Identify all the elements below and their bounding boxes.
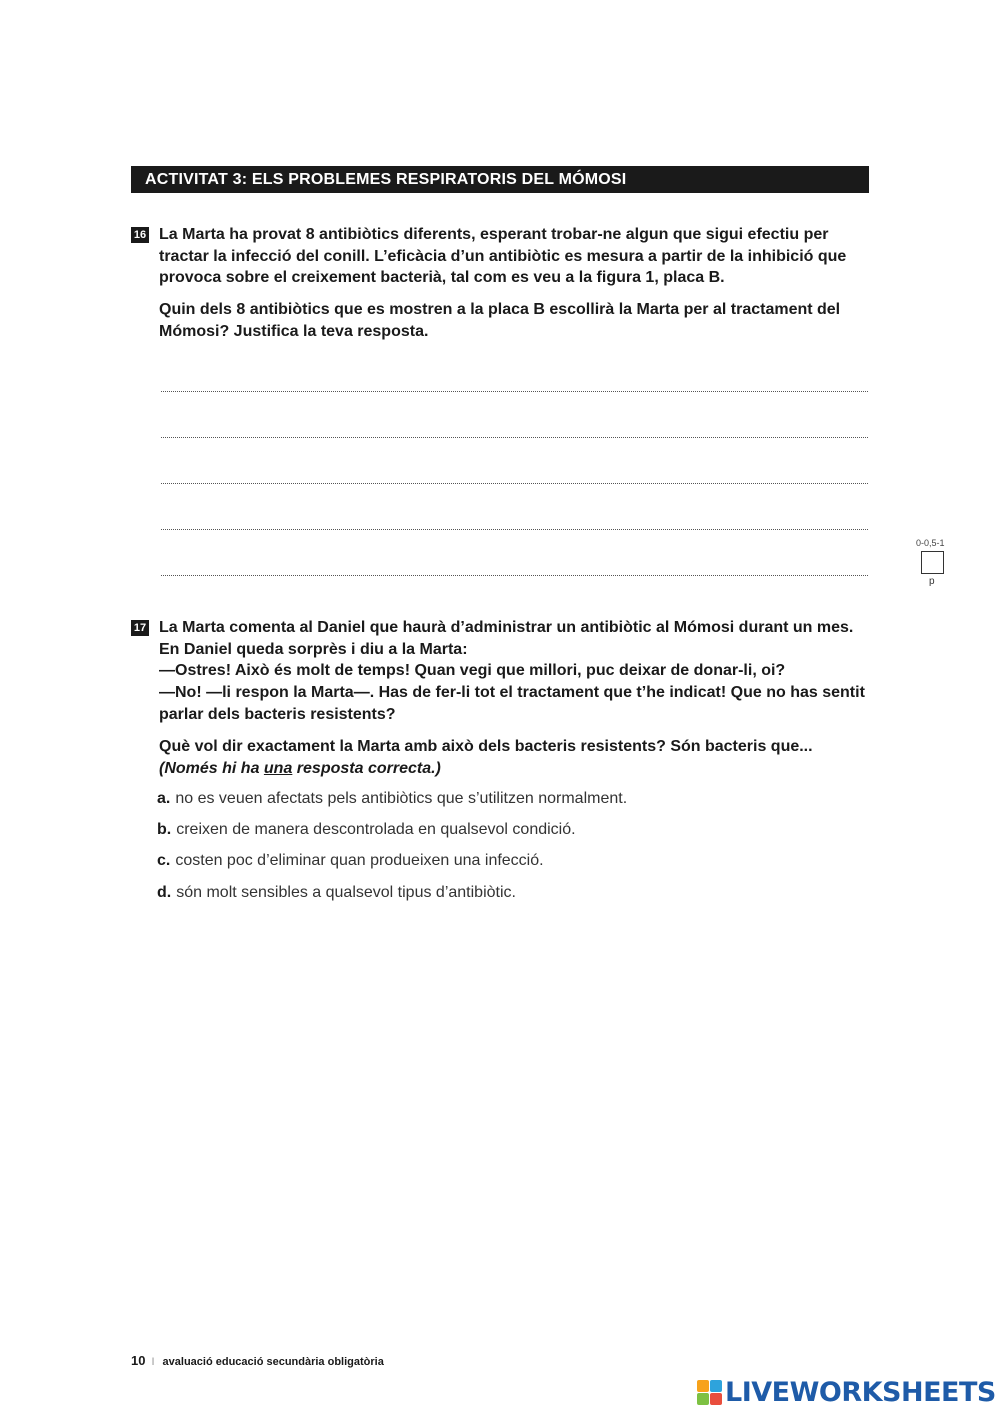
- logo-square-4: [710, 1393, 722, 1405]
- option-letter: b.: [157, 821, 172, 838]
- question-17-note: [159, 758, 871, 780]
- logo-square-2: [710, 1380, 722, 1392]
- logo-square-3: [697, 1393, 709, 1405]
- footer-separator: I: [151, 1356, 155, 1368]
- option-a[interactable]: [157, 790, 627, 808]
- option-letter: d.: [157, 884, 172, 901]
- question-16-number: 16: [131, 227, 149, 243]
- score-range: 0-0,5-1: [916, 538, 945, 548]
- question-17-dialogue-2: —No! —li respon la Marta—. Has de fer-li tot el tractament que t’he indicat! Que no has sentit parlar dels bacteris resistents?: [159, 684, 865, 723]
- option-d[interactable]: [157, 884, 516, 902]
- answer-line-5[interactable]: [161, 575, 868, 576]
- option-c[interactable]: [157, 852, 544, 870]
- option-text: costen poc d’eliminar quan produeixen una infecció.: [175, 852, 544, 869]
- page-number: 10: [131, 1353, 146, 1368]
- option-letter: c.: [157, 852, 171, 869]
- footer-title: avaluació educació secundària obligatòria: [162, 1356, 384, 1368]
- question-17-prompt: Què vol dir exactament la Marta amb això dels bacteris resistents? Són bacteris que...: [159, 738, 813, 755]
- liveworksheets-text: LIVEWORKSHEETS: [725, 1377, 996, 1408]
- option-text: són molt sensibles a qualsevol tipus d’antibiòtic.: [176, 884, 516, 901]
- note-pre: (Només hi ha: [159, 760, 264, 777]
- note-post: resposta correcta.): [292, 760, 441, 777]
- score-box[interactable]: [921, 551, 944, 574]
- option-text: creixen de manera descontrolada en qualsevol condició.: [176, 821, 576, 838]
- question-17-intro: La Marta comenta al Daniel que haurà d’administrar un antibiòtic al Mómosi durant un mes. En Daniel queda sorprès i diu a la Marta:: [159, 619, 854, 658]
- question-17-number: 17: [131, 620, 149, 636]
- option-letter: a.: [157, 790, 171, 807]
- answer-line-2[interactable]: [161, 437, 868, 438]
- activity-header: ACTIVITAT 3: ELS PROBLEMES RESPIRATORIS DEL MÓMOSI: [131, 166, 869, 193]
- question-17-dialogue-1: —Ostres! Això és molt de temps! Quan vegi que millori, puc deixar de donar-li, oi?: [159, 662, 786, 679]
- logo-square-1: [697, 1380, 709, 1392]
- option-b[interactable]: [157, 821, 576, 839]
- liveworksheets-logo[interactable]: [697, 1377, 996, 1408]
- liveworksheets-icon: [697, 1380, 722, 1405]
- note-underlined: una: [263, 760, 293, 777]
- answer-line-1[interactable]: [161, 391, 868, 392]
- answer-line-3[interactable]: [161, 483, 868, 484]
- question-16-intro: La Marta ha provat 8 antibiòtics diferents, esperant trobar-ne algun que sigui efectiu per tractar la infecció del conill. L’eficàcia d’un antibiòtic es mesura a partir de la inhibició que provoca sobre el creixement bacterià, tal com es veu a la figura 1, placa B.: [159, 226, 847, 286]
- answer-line-4[interactable]: [161, 529, 868, 530]
- page-footer: [131, 1353, 384, 1368]
- option-text: no es veuen afectats pels antibiòtics que s’utilitzen normalment.: [175, 790, 628, 807]
- question-16-prompt: Quin dels 8 antibiòtics que es mostren a la placa B escollirà la Marta per al tractament del Mómosi? Justifica la teva resposta.: [159, 301, 841, 340]
- score-label: p: [929, 576, 935, 587]
